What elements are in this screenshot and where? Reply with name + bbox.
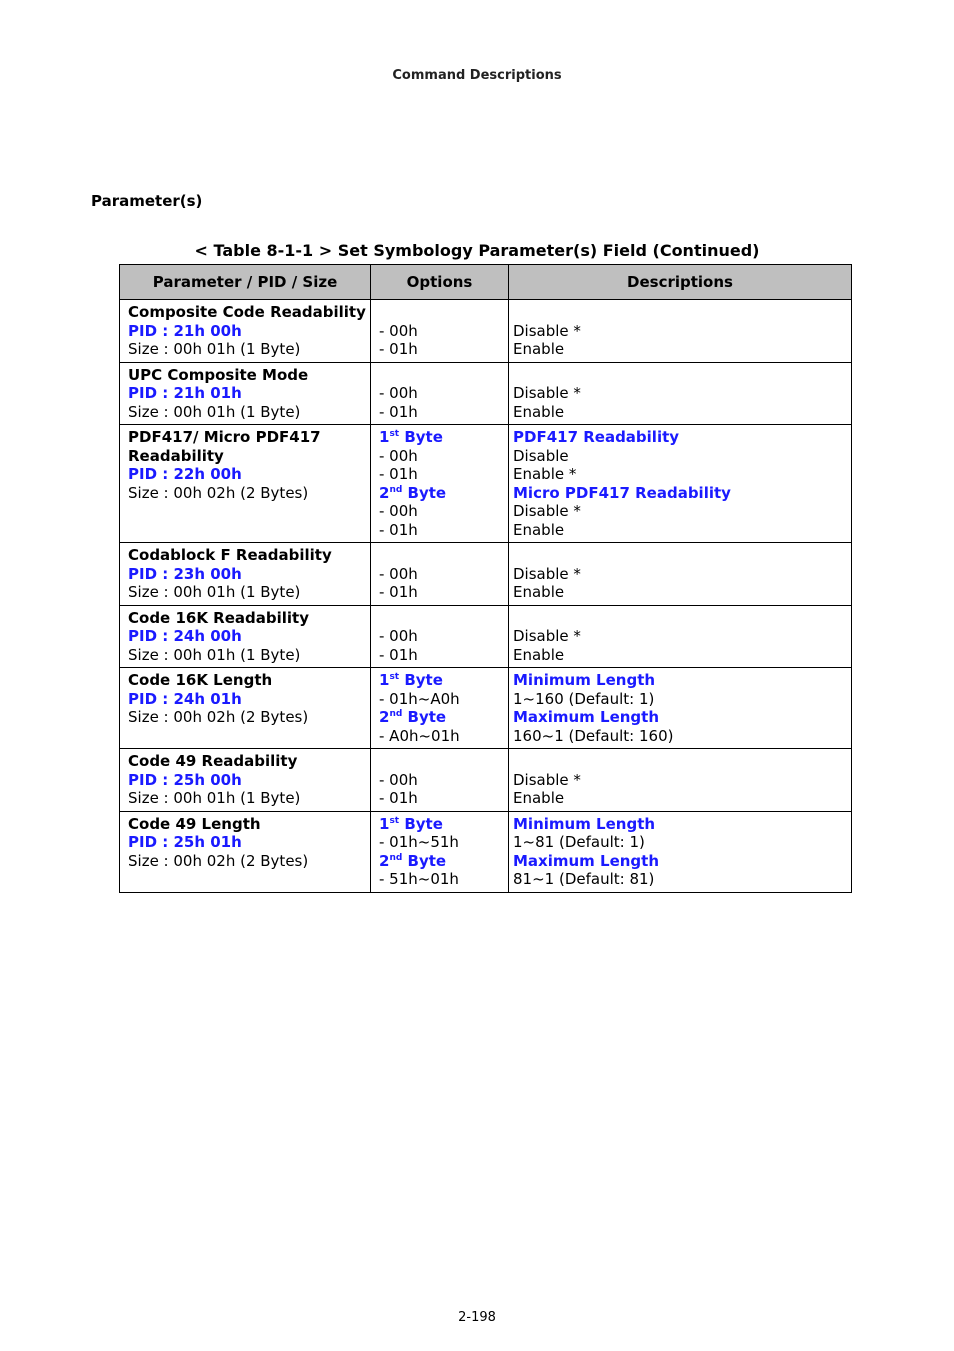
option-value: - 01h xyxy=(379,583,418,601)
descriptions-cell xyxy=(509,300,852,363)
parameter-cell xyxy=(120,425,371,543)
parameter-pid: PID : 25h 00h xyxy=(128,770,242,789)
running-header: Command Descriptions xyxy=(392,68,562,83)
description-title: Minimum Length xyxy=(513,671,656,689)
parameter-name: Composite Code Readability xyxy=(128,303,366,321)
options-cell xyxy=(371,300,509,363)
parameter-name: Code 49 Length xyxy=(128,814,261,833)
description-value: Disable * xyxy=(513,502,581,520)
description-value: Disable * xyxy=(513,770,581,789)
column-header-parameter: Parameter / PID / Size xyxy=(120,265,371,300)
parameter-name: Codablock F Readability xyxy=(128,546,332,564)
table-row xyxy=(120,811,852,892)
options-cell xyxy=(371,811,509,892)
description-value: Disable xyxy=(513,446,569,465)
parameter-size: Size : 00h 01h (1 Byte) xyxy=(128,645,301,664)
table-header-row xyxy=(120,265,852,300)
byte-label-first: 1st Byte xyxy=(379,814,443,833)
option-value: - 51h~01h xyxy=(379,870,459,888)
description-value: Enable xyxy=(513,340,565,358)
parameter-name: Code 49 Readability xyxy=(128,752,298,770)
options-cell xyxy=(371,362,509,425)
parameter-cell xyxy=(120,362,371,425)
option-value: - 00h xyxy=(379,446,418,465)
table-row xyxy=(120,605,852,668)
table-row xyxy=(120,425,852,543)
parameter-size: Size : 00h 02h (2 Bytes) xyxy=(128,851,309,870)
byte-label-second: 2nd Byte xyxy=(379,708,447,726)
parameter-pid: PID : 25h 01h xyxy=(128,833,242,851)
description-value: Enable xyxy=(513,520,565,539)
option-value: - 00h xyxy=(379,564,418,583)
description-value: Disable * xyxy=(513,384,581,402)
options-cell xyxy=(371,749,509,812)
description-title: Maximum Length xyxy=(513,708,660,726)
parameter-size: Size : 00h 01h (1 Byte) xyxy=(128,789,301,807)
options-cell xyxy=(371,425,509,543)
descriptions-cell xyxy=(509,811,852,892)
parameter-pid: PID : 23h 00h xyxy=(128,564,242,583)
description-value: 1~160 (Default: 1) xyxy=(513,689,655,708)
description-value: 160~1 (Default: 160) xyxy=(513,726,674,745)
parameter-cell xyxy=(120,300,371,363)
page-number: 2-198 xyxy=(458,1310,496,1325)
description-title: PDF417 Readability xyxy=(513,428,680,446)
column-header-options: Options xyxy=(371,265,509,300)
parameter-pid: PID : 22h 00h xyxy=(128,465,242,483)
option-value: - 01h xyxy=(379,465,418,483)
parameter-pid: PID : 21h 00h xyxy=(128,321,242,340)
description-title: Minimum Length xyxy=(513,814,656,833)
option-value: - 01h~A0h xyxy=(379,689,460,708)
option-value: - A0h~01h xyxy=(379,726,460,745)
byte-label-first: 1st Byte xyxy=(379,671,443,689)
parameter-size: Size : 00h 02h (2 Bytes) xyxy=(128,483,309,502)
descriptions-cell xyxy=(509,749,852,812)
parameter-cell xyxy=(120,543,371,606)
option-value: - 00h xyxy=(379,384,418,402)
parameter-pid: PID : 21h 01h xyxy=(128,384,242,402)
parameter-name-continued: Readability xyxy=(128,446,224,465)
options-cell xyxy=(371,605,509,668)
section-title: Parameter(s) xyxy=(91,192,203,210)
table-row xyxy=(120,668,852,749)
description-title: Maximum Length xyxy=(513,851,660,870)
option-value: - 01h xyxy=(379,789,418,807)
description-value: Disable * xyxy=(513,627,581,645)
option-value: - 00h xyxy=(379,502,418,520)
descriptions-cell xyxy=(509,362,852,425)
option-value: - 01h xyxy=(379,340,418,358)
options-cell xyxy=(371,543,509,606)
table-row xyxy=(120,362,852,425)
descriptions-cell xyxy=(509,668,852,749)
table-row xyxy=(120,543,852,606)
parameter-table xyxy=(119,264,852,893)
descriptions-cell xyxy=(509,425,852,543)
description-value: Enable xyxy=(513,402,565,421)
parameter-name: UPC Composite Mode xyxy=(128,365,309,384)
table-row xyxy=(120,749,852,812)
parameter-cell xyxy=(120,668,371,749)
description-value: Enable xyxy=(513,645,565,664)
description-value: 81~1 (Default: 81) xyxy=(513,870,655,888)
parameter-pid: PID : 24h 00h xyxy=(128,627,242,645)
description-value: 1~81 (Default: 1) xyxy=(513,833,645,851)
parameter-size: Size : 00h 01h (1 Byte) xyxy=(128,340,301,358)
parameter-name: Code 16K Length xyxy=(128,671,273,689)
table-row xyxy=(120,300,852,363)
options-cell xyxy=(371,668,509,749)
descriptions-cell xyxy=(509,543,852,606)
parameter-name: PDF417/ Micro PDF417 xyxy=(128,428,321,446)
description-value: Disable * xyxy=(513,321,581,340)
description-title: Micro PDF417 Readability xyxy=(513,483,731,502)
byte-label-second: 2nd Byte xyxy=(379,483,447,502)
description-value: Disable * xyxy=(513,564,581,583)
parameter-cell xyxy=(120,605,371,668)
description-value: Enable * xyxy=(513,465,577,483)
column-header-descriptions: Descriptions xyxy=(509,265,852,300)
option-value: - 00h xyxy=(379,770,418,789)
option-value: - 00h xyxy=(379,321,418,340)
description-value: Enable xyxy=(513,789,565,807)
parameter-size: Size : 00h 02h (2 Bytes) xyxy=(128,708,309,726)
option-value: - 01h~51h xyxy=(379,833,459,851)
parameter-name: Code 16K Readability xyxy=(128,608,309,627)
parameter-size: Size : 00h 01h (1 Byte) xyxy=(128,402,301,421)
table-caption: < Table 8-1-1 > Set Symbology Parameter(s) Field (Continued) xyxy=(194,241,760,260)
parameter-cell xyxy=(120,811,371,892)
parameter-size: Size : 00h 01h (1 Byte) xyxy=(128,583,301,601)
description-value: Enable xyxy=(513,583,565,601)
option-value: - 01h xyxy=(379,645,418,664)
parameter-cell xyxy=(120,749,371,812)
descriptions-cell xyxy=(509,605,852,668)
option-value: - 01h xyxy=(379,520,418,539)
option-value: - 00h xyxy=(379,627,418,645)
byte-label-first: 1st Byte xyxy=(379,428,443,446)
parameter-pid: PID : 24h 01h xyxy=(128,689,242,708)
option-value: - 01h xyxy=(379,402,418,421)
byte-label-second: 2nd Byte xyxy=(379,851,447,870)
